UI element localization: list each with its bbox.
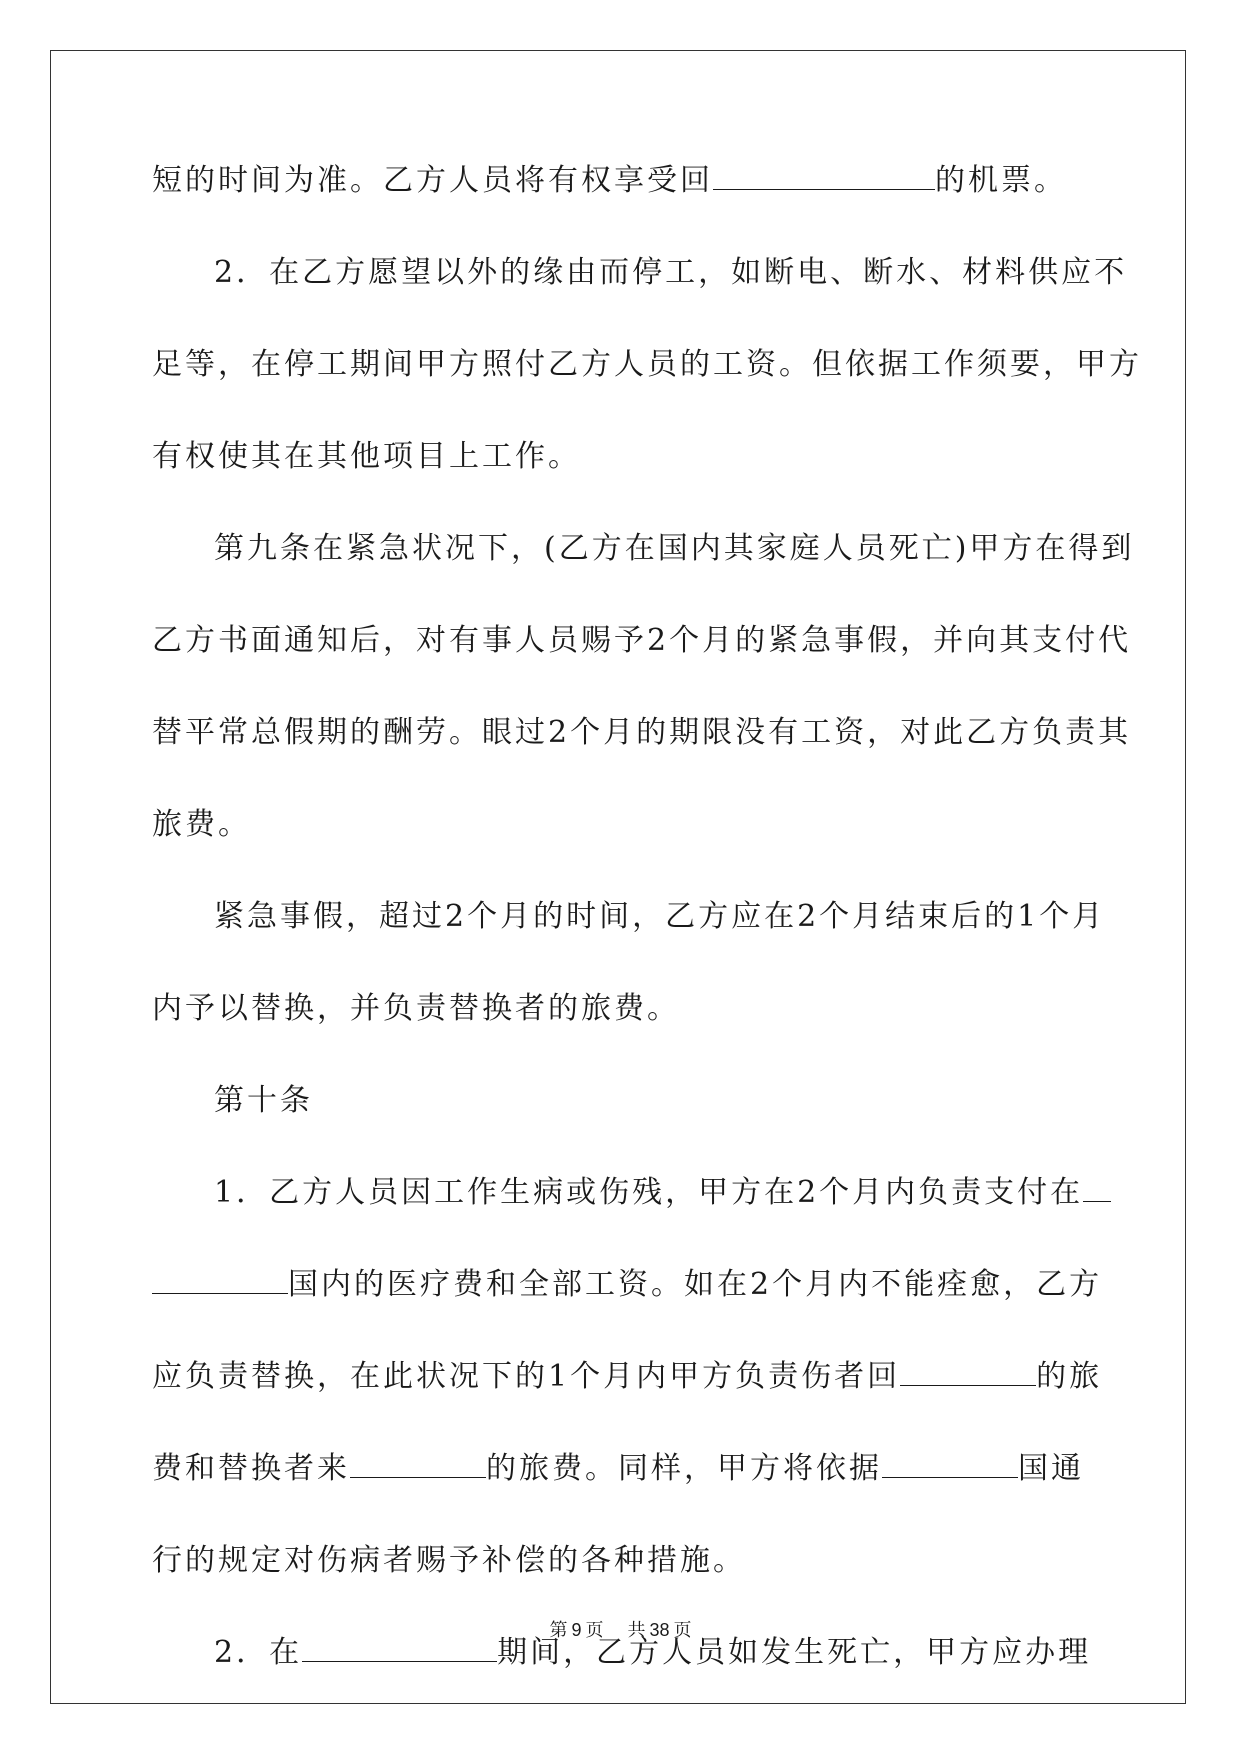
fill-blank	[152, 1271, 288, 1294]
page-number: 9	[571, 1620, 582, 1640]
text-line: 足等，在停工期间甲方照付乙方人员的工资。但依据工作须要，甲方	[152, 347, 1142, 382]
text-segment: 国通	[1018, 1451, 1084, 1486]
fill-blank	[713, 167, 935, 190]
text-line: 替平常总假期的酬劳。眼过2个月的期限没有工资，对此乙方负责其	[152, 715, 1132, 750]
text-line: 有权使其在其他项目上工作。	[152, 439, 581, 474]
footer-page-unit: 页	[585, 1620, 604, 1640]
text-segment: 国内的医疗费和全部工资。如在2个月内不能痊愈，乙方	[288, 1267, 1103, 1302]
text-line: 内予以替换，并负责替换者的旅费。	[152, 991, 680, 1026]
text-line	[152, 1453, 1082, 1484]
text-segment: 2．在	[214, 1635, 303, 1670]
section-heading: 第十条	[214, 1083, 313, 1118]
footer-total-unit: 页	[673, 1620, 692, 1640]
fill-blank	[882, 1455, 1018, 1478]
text-segment: 的机票。	[935, 163, 1067, 198]
text-segment: 1．乙方人员因工作生病或伤残，甲方在2个月内负责支付在	[214, 1175, 1084, 1210]
text-line: 乙方书面通知后，对有事人员赐予2个月的紧急事假，并向其支付代	[152, 623, 1132, 658]
fill-blank	[1083, 1179, 1111, 1202]
text-line: 2．在乙方愿望以外的缘由而停工，如断电、断水、材料供应不	[214, 255, 1128, 290]
text-segment: 应负责替换，在此状况下的1个月内甲方负责伤者回	[152, 1359, 901, 1394]
page-footer	[0, 1616, 1241, 1642]
text-segment: 的旅费。同样，甲方将依据	[486, 1451, 882, 1486]
text-segment: 期间，乙方人员如发生死亡，甲方应办理	[497, 1635, 1092, 1670]
total-pages: 38	[649, 1620, 670, 1640]
text-segment: 的旅	[1036, 1359, 1103, 1394]
document-body	[152, 163, 1142, 1729]
text-line	[152, 1267, 1103, 1302]
footer-page-label: 第	[549, 1620, 568, 1640]
footer-total-label: 共	[627, 1620, 646, 1640]
fill-blank	[302, 1639, 497, 1662]
fill-blank	[350, 1455, 486, 1478]
text-line	[152, 1177, 1082, 1208]
text-line: 行的规定对伤病者赐予补偿的各种措施。	[152, 1543, 746, 1578]
text-line	[152, 1359, 1103, 1394]
text-line: 紧急事假，超过2个月的时间，乙方应在2个月结束后的1个月	[214, 899, 1106, 934]
text-line	[152, 165, 1082, 196]
text-line: 第九条在紧急状况下，(乙方在国内其家庭人员死亡)甲方在得到	[214, 531, 1135, 566]
text-segment: 短的时间为准。乙方人员将有权享受回	[152, 163, 713, 198]
fill-blank	[900, 1363, 1036, 1386]
text-line: 旅费。	[152, 807, 251, 842]
text-segment: 费和替换者来	[152, 1451, 350, 1486]
